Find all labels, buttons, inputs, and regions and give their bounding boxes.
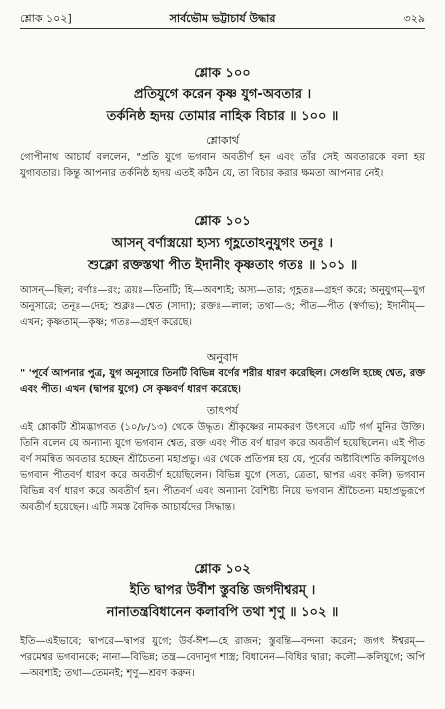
verse-100-meaning-text: গোপীনাথ আচার্য বললেন, "প্রতি যুগে ভগবান অবতীর্ণ হন এবং তাঁর সেই অবতারকে বলা হয় যুগাবতার। কিন্তু আপনার তর্কনিষ্ঠ হৃদয় এতই কঠিন যে, তা বিচার করার ক্ষমতা আপনার নেই। — [20, 152, 425, 179]
verse-101-purport-text: এই শ্লোকটি শ্রীমদ্ভাগবত (১০/৮/১৩) থেকে উদ্ধৃত। শ্রীকৃষ্ণের নামকরণ উৎসবে এটি গর্গ মুনির উক্তি। তিনি বলেন যে অন্যান্য যুগে ভগবান শ্বেত, রক্ত এবং পীত বর্ণ ধারণ করে অবতীর্ণ হয়েছিলেন। এই পীত বর্ণ সমন্বিত অবতার হচ্ছেন শ্রীচৈতন্য মহাপ্রভু। এর থেকে প্রতিপন্ন হয় যে, পূর্বের অষ্টাবিংশতি কলিযুগেও ভগবান পীতবর্ণ ধারণ করে অবতীর্ণ হয়েছিলেন। বিভিন্ন যুগে (সত্য, ত্রেতা, দ্বাপর এবং কলি) ভগবান বিভিন্ন বর্ণ ধারণ করে অবতীর্ণ হন। পীতবর্ণ এবং অন্যান্য বৈশিষ্ট্য নিয়ে ভগবান শ্রীচৈতন্য মহাপ্রভুরূপে অবতীর্ণ হয়েছেন। এটি সমস্ত বৈদিক আচার্যদের সিদ্ধান্ত। — [20, 422, 425, 513]
verse-102-title: শ্লোক ১০২ — [194, 562, 251, 577]
verse-102-line-1: ইতি দ্বাপর উর্বীশ স্তুবন্তি জগদীশ্বরম্ । — [129, 583, 316, 598]
verse-100-line-2: তর্কনিষ্ঠ হৃদয় তোমার নাহিক বিচার ॥ ১০০ ॥ — [106, 109, 339, 124]
verse-101-title: শ্লোক ১০১ — [194, 214, 251, 229]
verse-101-translation — [20, 366, 425, 400]
verse-101-synonyms-text: আসন্—ছিল; বর্ণাঃ—রং; ত্রয়ঃ—তিনটি; হি—অবশ্যই; অস্য—তার; গৃহ্ণতঃ—গ্রহণ করে; অনুযুগম্—যুগ অনুসারে; তনূঃ—দেহ; শুক্লঃ—শ্বেত (সাদা); রক্তঃ—লাল; তথা—ও; পীত—পীত (স্বর্ণাভ); ইদানীম্—এখন; কৃষ্ণতাম্—কৃষ্ণ; গতঃ—গ্রহণ করেছে। — [20, 285, 425, 328]
verse-101-purport — [20, 420, 425, 550]
verse-100-line-1: প্রতিযুগে করেন কৃষ্ণ যুগ-অবতার । — [133, 87, 312, 102]
verse-101-synonyms — [20, 283, 425, 349]
verse-102-line-2: নানাতন্ত্রবিধানেন কলাবপি তথা শৃণু ॥ ১০২ ॥ — [106, 605, 339, 620]
verse-100-meaning — [20, 150, 425, 200]
verse-102-synonyms-text: ইতি—এইভাবে; দ্বাপরে—দ্বাপর যুগে; উর্ব-ঈশ—হে রাজন; স্তুবন্তি—বন্দনা করেন; জগৎ ঈশ্বরম্—পরমেশ্বর ভগবানকে; নানা—বিভিন্ন; তন্ত্র—বেদানুগ শাস্ত্র; বিধানেন—বিধির দ্বারা; কলৌ—কলিযুগে; অপি—অবশ্যই; তথা—তেমনই; শৃণু—শ্রবণ করুন। — [20, 636, 425, 679]
verse-100-meaning-label: শ্লোকার্থ — [206, 134, 239, 147]
verse-101-line-1: আসন্ বর্ণাস্ত্রয়ো হ্যস্য গৃহ্ণতোঽনুযুগং তনূঃ । — [111, 236, 334, 251]
running-header-title: সার্বভৌম ভট্টাচার্য উদ্ধার — [169, 12, 276, 25]
running-header-left: শ্লোক ১০২] — [20, 12, 72, 25]
verse-100-title: শ্লোক ১০০ — [194, 66, 251, 81]
verse-101-translation-label: অনুবাদ — [206, 351, 239, 364]
verse-101-purport-label: তাৎপর্য — [206, 404, 239, 417]
verse-102-synonyms — [20, 634, 425, 702]
page-number: ৩২৯ — [403, 12, 425, 25]
verse-101-translation-text: " 'পূর্বে আপনার পুত্র, যুগ অনুসারে তিনটি বিভিন্ন বর্ণের শরীর ধারণ করেছিল। সেগুলি হচ্ছে শ্বেত, রক্ত এবং পীত। এখন (দ্বাপর যুগে) সে কৃষ্ণবর্ণ ধারণ করেছে। — [20, 368, 425, 395]
verse-101-line-2: শুক্লো রক্তস্তথা পীত ইদানীং কৃষ্ণতাং গতঃ ॥ ১০১ ॥ — [87, 258, 358, 273]
header-rule — [20, 28, 425, 29]
